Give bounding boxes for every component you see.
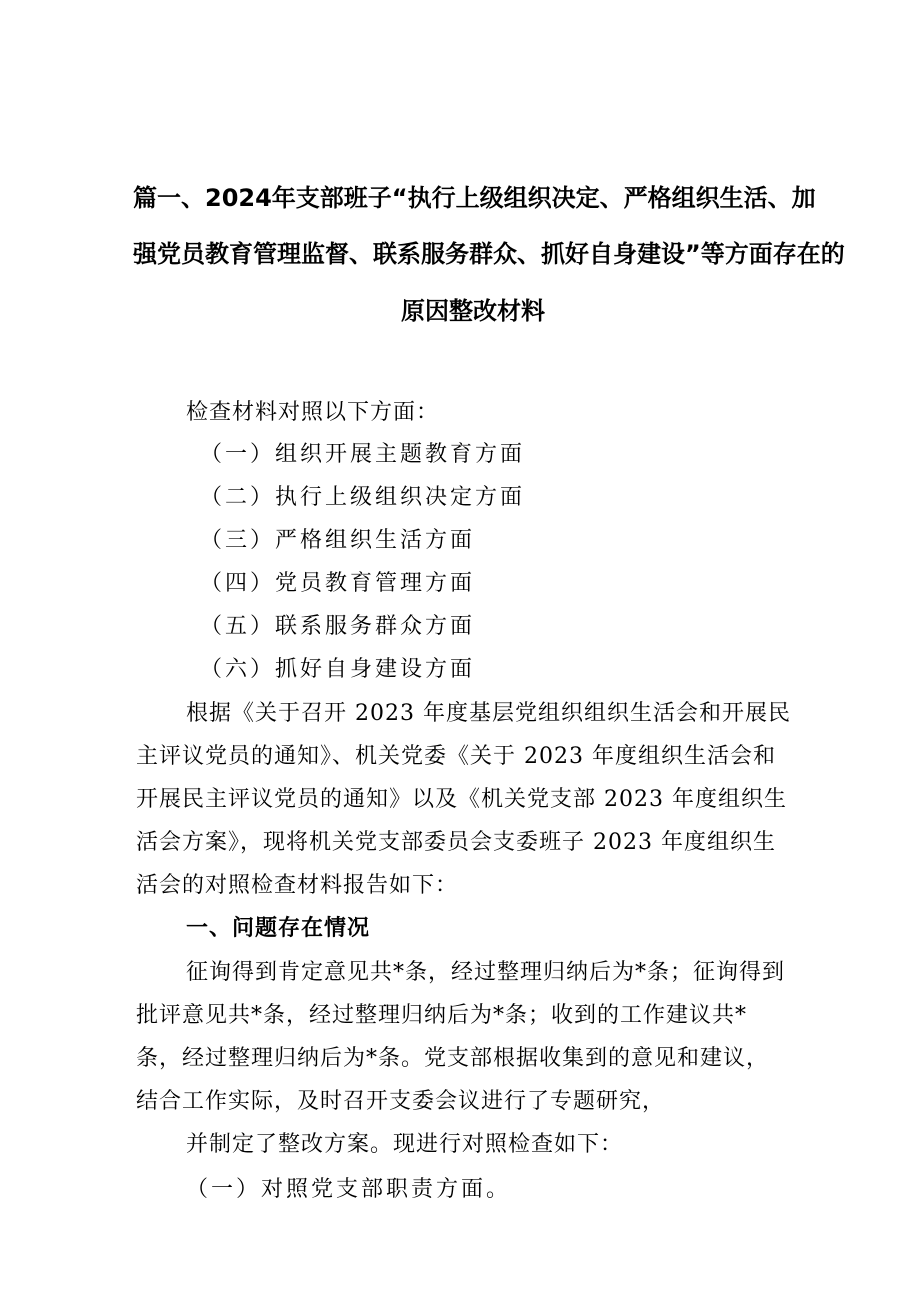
document-title-line-2: 强党员教育管理监督、联系服务群众、抓好自身建设”等方面存在的 xyxy=(133,240,845,268)
intro-text: 检查材料对照以下方面： xyxy=(186,400,440,425)
paragraph-line: 主评议党员的通知》、机关党委《关于 2023 年度组织生活会和 xyxy=(136,744,776,769)
list-item: （四）党员教育管理方面 xyxy=(200,571,476,596)
document-title-line-3: 原因整改材料 xyxy=(401,297,545,325)
paragraph-line: 活会的对照检查材料报告如下： xyxy=(136,873,459,898)
paragraph-line: 并制定了整改方案。现进行对照检查如下： xyxy=(186,1132,624,1157)
document-title-line-1: 篇一、2024年支部班子“执行上级组织决定、严格组织生活、加 xyxy=(133,184,816,212)
paragraph-line: 条，经过整理归纳后为*条。党支部根据收集到的意见和建议， xyxy=(136,1046,770,1071)
paragraph-line: 开展民主评议党员的通知》以及《机关党支部 2023 年度组织生 xyxy=(136,787,787,812)
paragraph-line: 结合工作实际，及时召开支委会议进行了专题研究， xyxy=(136,1089,666,1114)
list-item: （五）联系服务群众方面 xyxy=(200,614,476,639)
list-item: （一）组织开展主题教育方面 xyxy=(200,442,526,467)
paragraph-line: 批评意见共*条，经过整理归纳后为*条；收到的工作建议共* xyxy=(136,1003,748,1028)
paragraph-line: 征询得到肯定意见共*条，经过整理归纳后为*条；征询得到 xyxy=(186,960,786,985)
section-heading: 一、问题存在情况 xyxy=(186,916,371,941)
list-item: （二）执行上级组织决定方面 xyxy=(200,485,526,510)
subsection-heading: （一）对照党支部职责方面。 xyxy=(186,1177,512,1202)
paragraph-line: 活会方案》，现将机关党支部委员会支委班子 2023 年度组织生 xyxy=(136,830,776,855)
paragraph-line: 根据《关于召开 2023 年度基层党组织组织生活会和开展民 xyxy=(186,701,791,726)
list-item: （三）严格组织生活方面 xyxy=(200,528,476,553)
list-item: （六）抓好自身建设方面 xyxy=(200,657,476,682)
